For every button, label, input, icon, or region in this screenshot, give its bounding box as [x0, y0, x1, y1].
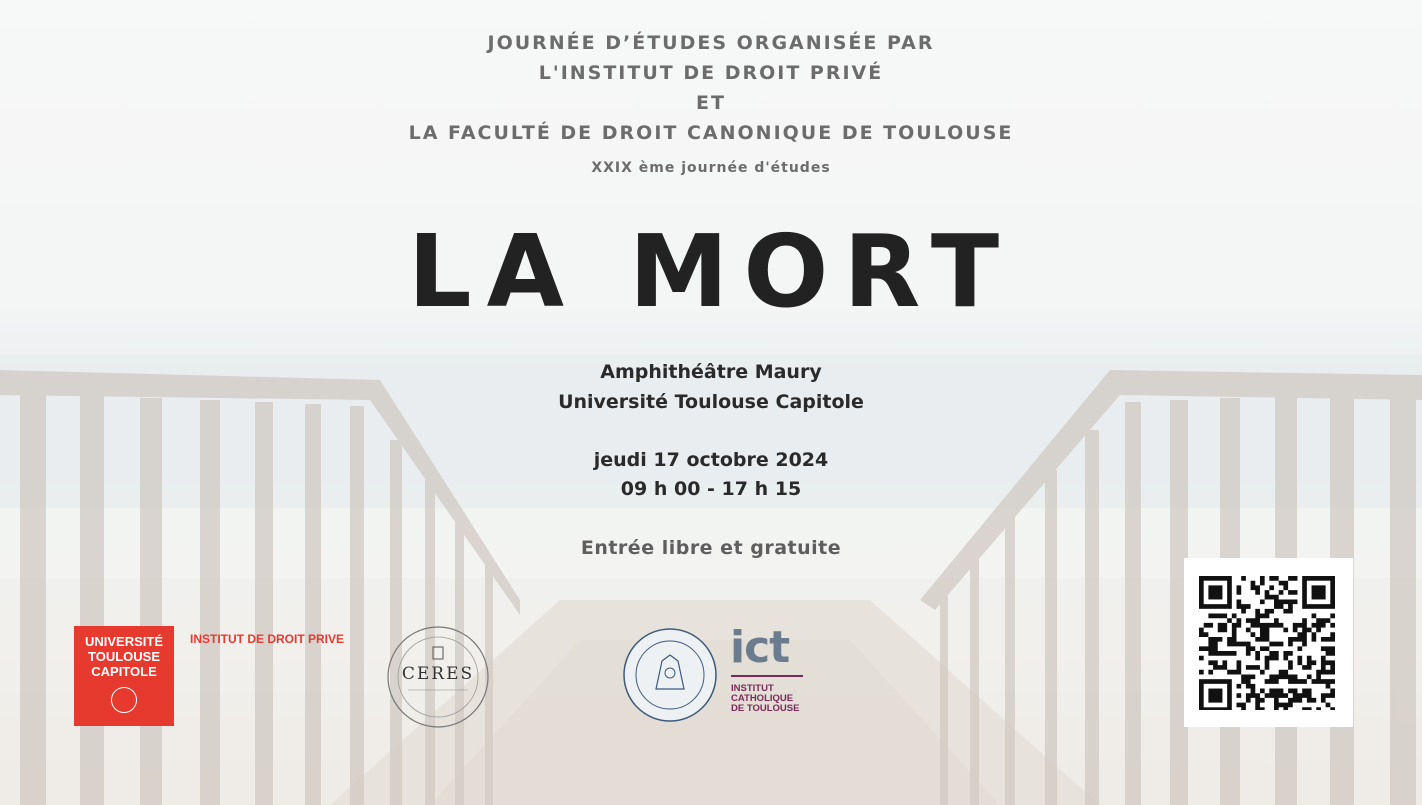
header-line-3: ET [696, 92, 726, 114]
edition-label: XXIX ème journée d'études [591, 160, 831, 176]
ict-logo-subtitle [731, 684, 799, 714]
ut-seal-icon [111, 687, 137, 713]
ut-logo-line-1: UNIVERSITÉ [84, 634, 163, 649]
ict-sub-line-1: INSTITUT [731, 683, 774, 694]
header-line-1: JOURNÉE D’ÉTUDES ORGANISÉE PAR [487, 32, 935, 54]
ici-seal-icon [620, 627, 720, 723]
ut-logo-line-3: CAPITOLE [91, 664, 157, 679]
ict-logo-text: ict [730, 622, 790, 673]
institut-droit-prive-label: INSTITUT DE DROIT PRIVE [190, 632, 345, 646]
header-line-2: L'INSTITUT DE DROIT PRIVÉ [538, 62, 884, 84]
ict-logo-bar [731, 675, 803, 677]
venue-room: Amphithéâtre Maury [600, 361, 822, 383]
ut-capitole-logo [74, 626, 174, 726]
ict-sub-line-3: DE TOULOUSE [731, 703, 800, 714]
event-date: jeudi 17 octobre 2024 [593, 449, 829, 471]
venue-university: Université Toulouse Capitole [558, 391, 864, 413]
entry-info: Entrée libre et gratuite [580, 537, 842, 559]
ut-logo-line-2: TOULOUSE [88, 649, 160, 664]
event-time: 09 h 00 - 17 h 15 [620, 478, 802, 500]
event-title: LA MORT [407, 213, 1015, 330]
ceres-label: CERES [401, 664, 475, 684]
ict-sub-line-2: CATHOLIQUE [731, 693, 794, 704]
header-line-4: LA FACULTÉ DE DROIT CANONIQUE DE TOULOUSE [408, 122, 1014, 144]
qr-code-icon [1199, 576, 1335, 710]
qr-code[interactable] [1184, 558, 1353, 727]
